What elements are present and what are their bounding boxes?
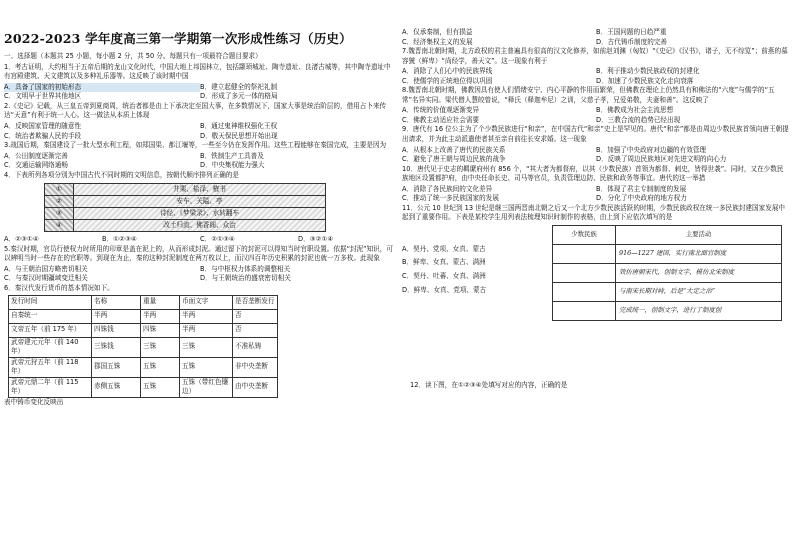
table-cell: 非中央垄断 [233, 357, 278, 377]
table-cell: 三铢钱 [92, 337, 141, 357]
left-column [4, 0, 396, 408]
table-cell: 武帝元鼎二年（前 115 年） [9, 377, 92, 397]
option-a[interactable]: A．契丹、党项、女真、蒙古 [402, 244, 486, 253]
option-b[interactable]: B．利于推动少数民族政权的封建化 [596, 67, 700, 76]
question-stem: 5.秦汉时期，官员行使权力时所用的印章是盖在泥上的，从而形成封泥。通过留下的封泥可以得知当时官职设置。依据“封泥”知识，可以辨明当时一些存在的官职等。到现在为止，秦的这种封泥制度在两万枚以上，而汉四百年历史积累的封泥也就一万多枚。此现象 [4, 244, 393, 263]
civilization-table [44, 183, 326, 232]
column-header: 是否垄断发行 [233, 295, 278, 309]
question-6-options [402, 28, 790, 47]
table-row [9, 309, 278, 323]
option-b[interactable]: B．建立起健全的祭祀礼制 [200, 82, 278, 91]
question-stem: 9．唐代有 16 位公主为了个少数民族进行“和亲”，在中国古代“和亲”史上是罕见的。唐代“和亲”都是由周边少数民族首领向唐王朝提出请求，并为此主动派遣使者甚至亲自前往长安求婚。这一现象 [402, 125, 789, 144]
table-cell: 郡国五铢 [92, 357, 141, 377]
option-b[interactable]: B．鲜卑、女真、蒙古、满洲 [402, 258, 486, 267]
question-9 [402, 125, 790, 164]
table-cell [553, 282, 616, 301]
column-header: 币面文字 [180, 295, 233, 309]
table-row [553, 263, 782, 282]
option-a[interactable]: A．公田制度逐渐完善 [4, 151, 68, 160]
option-c[interactable]: C．避免了唐王朝与周边民族的战争 [402, 155, 506, 164]
option-d[interactable]: D．③②①④ [298, 235, 334, 244]
option-d[interactable]: D．分化了中央政府的地方权力 [596, 194, 687, 203]
table-cell: 半两 [92, 309, 141, 323]
table-cell: 否 [233, 309, 278, 323]
option-c[interactable]: C．与秦汉时期疆域变迁相关 [4, 274, 88, 283]
option-d[interactable]: D．与王朝统治的盛衰密切相关 [200, 274, 291, 283]
question-3 [4, 141, 396, 171]
table-cell: 三铢 [180, 337, 233, 357]
option-c[interactable]: C．推动了统一多民族国家的发展 [402, 194, 499, 203]
option-a[interactable]: A．传统的价值观逐渐变异 [402, 106, 480, 115]
table-header-row [9, 295, 278, 309]
table-row [9, 323, 278, 337]
option-b[interactable]: B．①②③④ [102, 235, 137, 244]
question-stem: 4．下表所列各项分别为中国古代不同时期的文明信息，按朝代顺序排列正确的是 [4, 170, 239, 179]
question-12 [402, 381, 790, 391]
option-d[interactable]: D．加速了少数民族文化走向衰落 [596, 76, 694, 85]
table-row [553, 282, 782, 301]
table-cell: 四铢 [141, 323, 180, 337]
table-row [553, 244, 782, 263]
option-d[interactable]: D．鲜卑、女真、党项、蒙古 [402, 285, 487, 294]
option-a[interactable]: A．②③①④ [4, 235, 39, 244]
table-cell: 与南宋长期对峙，后是“大定之治” [616, 282, 782, 301]
table-cell: 武帝元狩五年（前 118 年） [9, 357, 92, 377]
question-stem: 12．读下图，在①②③④处填写对应的内容，正确的是 [410, 380, 568, 389]
table-row: ③ 诗经、《梦梁录》、水转翻车 [45, 207, 325, 219]
option-d[interactable]: D．反映了周边民族地区对先进文明的向心力 [596, 155, 727, 164]
option-a[interactable]: A．与王朝治国方略密切相关 [4, 264, 88, 273]
table-row: ④ 改土归流、佛香阁、众治 [45, 219, 325, 231]
option-c[interactable]: C．文明早于世界其他地区 [4, 92, 82, 101]
option-d[interactable]: D．古代铸币制度的完善 [596, 37, 668, 46]
table-cell: 赤侧五铢 [92, 377, 141, 397]
table-cell: 自秦统一 [9, 309, 92, 323]
table-cell: 五铢（带红色镶边） [180, 377, 233, 397]
option-c[interactable]: C．使儒学的正统地位得以巩固 [402, 76, 493, 85]
option-b[interactable]: B．加强了中央政府对边疆的有效管理 [596, 145, 707, 154]
column-header: 主要活动 [616, 225, 782, 244]
table-cell: 五铢 [141, 357, 180, 377]
option-b[interactable]: B．通过鬼神维权强化王权 [200, 121, 278, 130]
question-1 [4, 63, 396, 102]
question-stem: 7.魏晋南北朝时期，北方政权的君主普遍具有很高的汉文化修养，如前赵刘渊（匈奴）“《史记》《汉书》，诸子，无不综览”；前燕的慕容皝（鲜卑）“尚经学，善天文”。这一现象有利于 [402, 47, 788, 65]
option-b[interactable]: B．与中枢权力体系的调整相关 [200, 264, 291, 273]
option-list [402, 225, 552, 321]
section-header: 一、选择题（本题共 25 小题，每小题 2 分，共 50 分。每题只有一项最符合题目要求） [4, 52, 262, 61]
question-6 [4, 284, 396, 407]
table-cell [553, 244, 616, 263]
option-b[interactable]: B．铁制生产工具普及 [200, 151, 264, 160]
question-stem: 8.魏晋南北朝时期，佛教因具有使人们情绪安宁、内心平静的作用而繁荣，但佛教在理论上仍然具有和佛法的“六度”与儒学的“五常”名异实同。梁代僧人慧皎曾说，“释氏（释迦牟尼）之训，父慈子孝，兄爱弟敬，夫妻和善”。这反映了 [402, 86, 775, 104]
table-row [9, 337, 278, 357]
table-row [9, 357, 278, 377]
question-8 [402, 86, 790, 125]
table-cell: 效仿唐朝宋代，创制文字，模仿北宋制度 [616, 263, 782, 282]
question-stem: 3.战国后期，秦国建设了一批大型水利工程，如郑国渠、都江堰等，一些至今仍在发挥作用。这些工程能够在秦国完成，主要是因为 [4, 141, 387, 150]
table-cell: 武帝建元元年（前 140 年） [9, 337, 92, 357]
table-cell: 916—1227 建国，实行南北面官制度 [616, 244, 782, 263]
table-cell [553, 263, 616, 282]
option-d[interactable]: D．形成了多元一体的格局 [200, 92, 278, 101]
table-row: ① 井栗、盐泽、榷书 [45, 184, 325, 195]
question-4 [4, 171, 396, 245]
coin-table [8, 295, 278, 398]
question-stem: 10．唐代见于史志的羁縻府州有 856 个，“其大者为都督府，以其（少数民族）首领为都督、刺史，皆得世袭”。同时，又在少数民族地区设置都护府，由中央任命长史、司马等官员，负责管理边防、民族和政务等事宜。唐代的这一举措 [402, 164, 784, 183]
table-cell: 三铢 [141, 337, 180, 357]
question-5 [4, 245, 396, 284]
page-title: 2022-2023 学年度高三第一学期第一次形成性练习（历史） [4, 31, 352, 46]
table-cell: 半两 [180, 309, 233, 323]
right-column [402, 28, 790, 391]
question-10 [402, 165, 790, 204]
option-a[interactable]: A．从根本上改善了唐代的民族关系 [402, 145, 506, 154]
option-d[interactable]: D．敬天保民思想开始出现 [200, 131, 278, 140]
question-stem: 6．秦汉代发行货币的基本情况如下。 [4, 283, 114, 292]
question-2 [4, 102, 396, 141]
ethnic-activity-table [552, 225, 782, 321]
option-c[interactable]: C．②①③④ [200, 235, 235, 244]
table-header-row [553, 225, 782, 244]
table-cell: 五铢 [180, 357, 233, 377]
option-d[interactable]: D．中央集权能力强大 [200, 161, 265, 170]
table-row: ② 安车、关隘、亭 [45, 195, 325, 207]
column-header: 重量 [141, 295, 180, 309]
table-cell: 五铢 [141, 377, 180, 397]
option-b[interactable]: B．佛教成为社会主流思想 [596, 106, 674, 115]
column-header: 名称 [92, 295, 141, 309]
option-a[interactable]: A．消除了人们心中的民族界线 [402, 67, 493, 76]
table-cell: 四铢钱 [92, 323, 141, 337]
option-c[interactable]: C．契丹、吐蕃、女真、满洲 [402, 272, 486, 281]
option-a[interactable]: A．仅承秦制，但有损益 [402, 28, 473, 36]
option-c[interactable]: C．佛教主动适应社会需要 [402, 115, 480, 124]
table-cell: 文帝五年（前 175 年） [9, 323, 92, 337]
column-header: 少数民族 [553, 225, 616, 244]
table-row [553, 301, 782, 320]
option-c[interactable]: C．经济集权主义的发展 [402, 37, 473, 46]
option-d[interactable]: D．三教合流的趋势已经出现 [596, 115, 681, 124]
option-a[interactable]: A．消除了各民族间的文化差异 [402, 184, 493, 193]
option-b[interactable]: B．王国问题的日趋严重 [596, 28, 667, 36]
option-a[interactable]: A．具备了国家的初始形态 [4, 83, 200, 93]
option-b[interactable]: B．体现了君主专制制度的发展 [596, 184, 687, 193]
table-cell: 半两 [180, 323, 233, 337]
option-c[interactable]: C．统治者欺骗人民的手段 [4, 131, 82, 140]
question-stem: 1．考古证明，大约相当于五帝后期的龙山文化时代，中国大地上邦国林立，包括颛顼城址、陶寺遗址、良渚古城等，其中陶寺遗址中有宫殿建筑、天文建筑以及多种礼乐器等。这反映了该时期中国 [4, 62, 391, 81]
table-cell [553, 301, 616, 320]
table-cell: 由中央垄断 [233, 377, 278, 397]
table-row [9, 377, 278, 397]
option-c[interactable]: C．交通运输网络通畅 [4, 161, 68, 170]
option-a[interactable]: A．反映国家管理的随意性 [4, 121, 82, 130]
table-cell: 不准私铸 [233, 337, 278, 357]
question-11 [402, 204, 790, 321]
question-stem: 2.《史记》记载，从三皇五帝到夏商周，统治者都是由上下承决定至国大事，在多数情况下，国家大事是统治阶层的，借用占卜来传达“天意”有利于统一人心。这一做法从本质上体现 [4, 101, 387, 120]
table-cell: 半两 [141, 309, 180, 323]
column-header: 发行时间 [9, 295, 92, 309]
table-cell: 完成统一，创制文字，进行了制度创 [616, 301, 782, 320]
question-stem: 11．公元 10 世纪到 13 世纪是继三国两晋南北朝之后又一个北方少数民族活跃的时期，少数民族政权在统一多民族封建国家发展中起到了重要作用。下表是某校学生用列表法梳理知识时制作的表格，由上到下应依次填写的是 [402, 203, 786, 222]
table-caption: 表中铸币变化反映出 [4, 397, 64, 406]
question-7 [402, 47, 790, 86]
table-cell: 否 [233, 323, 278, 337]
